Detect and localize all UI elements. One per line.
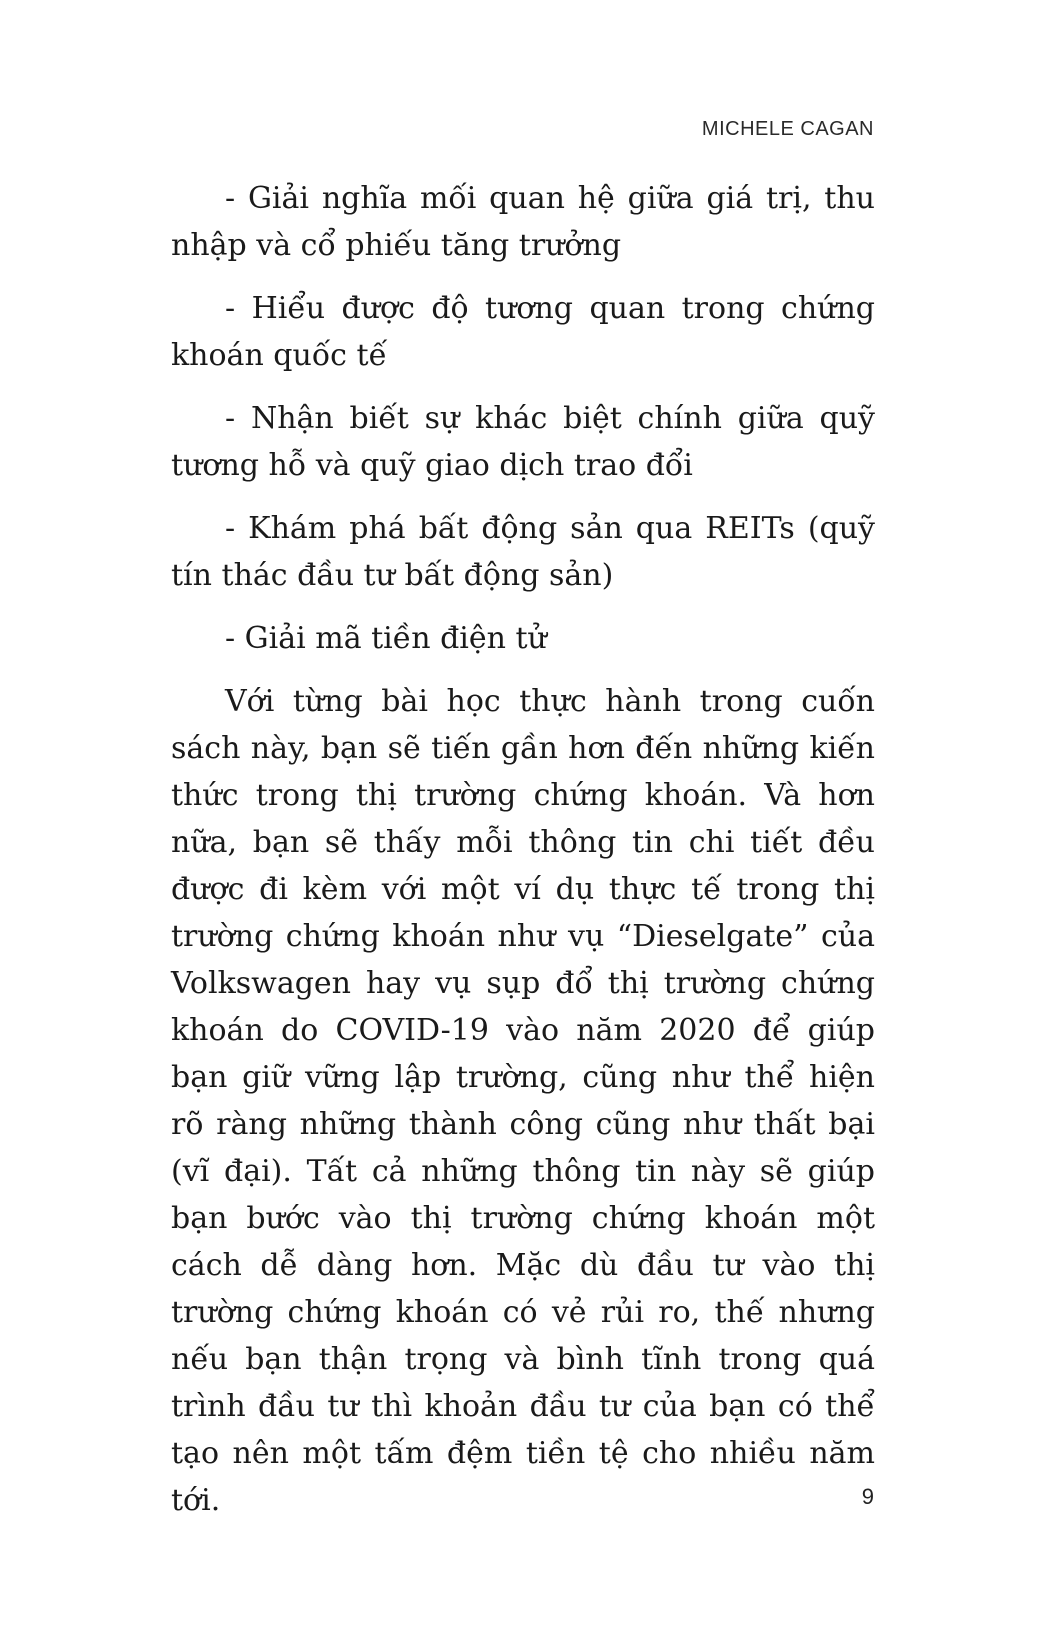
body-paragraph: Với từng bài học thực hành trong cuốn sách này, bạn sẽ tiến gần hơn đến những kiến thức trong thị trường chứng khoán. Và hơn nữa, bạn sẽ thấy mỗi thông tin chi tiết đều được đi kèm với một ví dụ thực tế trong thị trường chứng khoán như vụ “Dieselgate” của Volkswagen hay vụ sụp đổ thị trường chứng khoán do COVID-19 vào năm 2020 để giúp bạn giữ vững lập trường, cũng như thể hiện rõ ràng những thành công cũng như thất bại (vĩ đại). Tất cả những thông tin này sẽ giúp bạn bước vào thị trường chứng khoán một cách dễ dàng hơn. Mặc dù đầu tư vào thị trường chứng khoán có vẻ rủi ro, thế nhưng nếu bạn thận trọng và bình tĩnh trong quá trình đầu tư thì khoản đầu tư của bạn có thể tạo nên một tấm đệm tiền tệ cho nhiều năm tới. (171, 684, 875, 1518)
bullet-item: - Giải mã tiền điện tử (225, 621, 547, 656)
running-header-author: MICHELE CAGAN (701, 118, 874, 140)
bullet-item: - Khám phá bất động sản qua REITs (quỹ tín thác đầu tư bất động sản) (171, 511, 875, 593)
page-text (171, 175, 875, 1524)
page-number: 9 (861, 1484, 874, 1509)
bullet-item: - Giải nghĩa mối quan hệ giữa giá trị, thu nhập và cổ phiếu tăng trưởng (171, 181, 875, 263)
bullet-item: - Hiểu được độ tương quan trong chứng khoán quốc tế (171, 291, 875, 373)
bullet-item: - Nhận biết sự khác biệt chính giữa quỹ tương hỗ và quỹ giao dịch trao đổi (171, 401, 875, 483)
